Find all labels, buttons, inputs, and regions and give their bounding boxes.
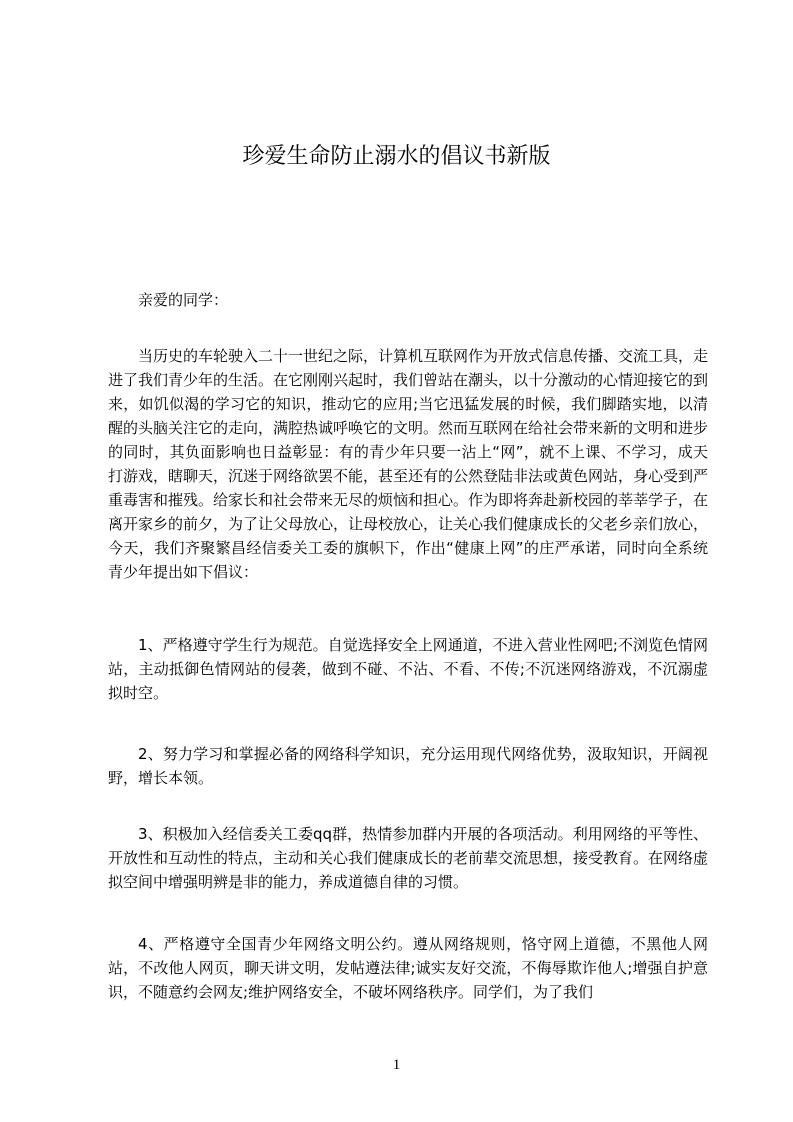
greeting: 亲爱的同学： <box>138 291 229 309</box>
paragraph-item-3: 3、积极加入经信委关工委qq群，热情参加群内开展的各项活动。利用网络的平等性、开放性和互动性的特点，主动和关心我们健康成长的老前辈交流思想，接受教育。在网络虚拟空间中增强明辨是非的能力，养成道德自律的习惯。 <box>108 825 709 891</box>
paragraph-intro: 当历史的车轮驶入二十一世纪之际，计算机互联网作为开放式信息传播、交流工具，走进了我们青少年的生活。在它刚刚兴起时，我们曾站在潮头，以十分激动的心情迎接它的到来，如饥似渴的学习它的知识，推动它的应用;当它迅猛发展的时候，我们脚踏实地，以清醒的头脑关注它的走向，满腔热诚呼唤它的文明。然而互联网在给社会带来新的文明和进步的同时，其负面影响也日益彰显：有的青少年只要一沾上“网”，就不上课、不学习，成天打游戏，瞎聊天，沉迷于网络欲罢不能，甚至还有的公然登陆非法或黄色网站，身心受到严重毒害和摧残。给家长和社会带来无尽的烦恼和担心。作为即将奔赴新校园的莘莘学子，在离开家乡的前夕，为了让父母放心，让母校放心，让关心我们健康成长的父老乡亲们放心，今天，我们齐聚繁昌经信委关工委的旗帜下，作出“健康上网”的庄严承诺，同时向全系统青少年提出如下倡议： <box>108 347 709 581</box>
paragraph-item-2: 2、努力学习和掌握必备的网络科学知识，充分运用现代网络优势，汲取知识，开阔视野，增长本领。 <box>108 745 708 787</box>
paragraph-item-4: 4、严格遵守全国青少年网络文明公约。遵从网络规则，恪守网上道德，不黑他人网站，不改他人网页，聊天讲文明，发帖遵法律;诚实友好交流，不侮辱欺诈他人;增强自护意识，不随意约会网友;维护网络安全，不破坏网络秩序。同学们，为了我们 <box>108 935 708 1001</box>
paragraph-item-1: 1、严格遵守学生行为规范。自觉选择安全上网通道，不进入营业性网吧;不浏览色情网站，主动抵御色情网站的侵袭，做到不碰、不沾、不看、不传;不沉迷网络游戏，不沉溺虚拟时空。 <box>108 636 708 702</box>
document-title: 珍爱生命防止溺水的倡议书新版 <box>242 144 551 169</box>
page-number: 1 <box>392 1057 401 1073</box>
